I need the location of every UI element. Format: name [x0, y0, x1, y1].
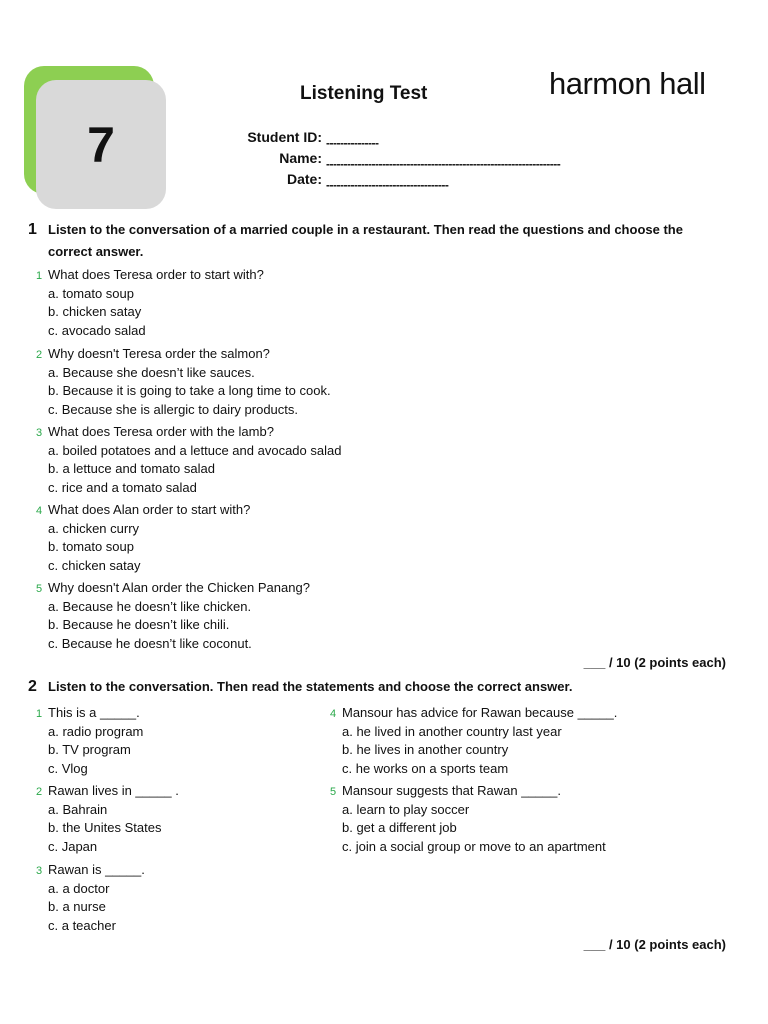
answer-option-a[interactable]: a. boiled potatoes and a lettuce and avocado salad	[48, 442, 342, 458]
question-text: Mansour suggests that Rawan _____.	[342, 783, 561, 798]
answer-option-a[interactable]: a. learn to play soccer	[342, 801, 470, 817]
answer-option-b[interactable]: b. tomato soup	[48, 539, 134, 555]
answer-option-a[interactable]: a. a doctor	[48, 880, 110, 896]
answer-option-b[interactable]: b. chicken satay	[48, 304, 142, 320]
answer-option-a[interactable]: a. chicken curry	[48, 520, 140, 536]
section-2-instruction: Listen to the conversation. Then read the statements and choose the correct answer.	[48, 679, 573, 694]
test-number: 7	[87, 116, 115, 173]
s1-question-2	[36, 345, 331, 420]
question-number: 3	[36, 427, 43, 439]
answer-option-c[interactable]: c. Because he doesn’t like coconut.	[48, 636, 252, 652]
page-title: Listening Test	[300, 83, 428, 104]
student-id-label: Student ID:	[247, 129, 322, 145]
s1-question-1	[36, 266, 264, 341]
question-text: Why doesn't Alan order the Chicken Panang?	[48, 580, 310, 595]
question-number: 2	[36, 786, 43, 798]
answer-option-b[interactable]: b. the Unites States	[48, 820, 162, 836]
name-label: Name:	[279, 150, 322, 166]
question-text: Why doesn't Teresa order the salmon?	[48, 346, 270, 361]
s1-question-4	[36, 501, 251, 576]
question-text: Rawan lives in _____ .	[48, 783, 179, 798]
s2-question-1	[36, 704, 144, 779]
answer-option-a[interactable]: a. he lived in another country last year	[342, 723, 562, 739]
s2-question-5	[330, 782, 606, 857]
question-number: 4	[36, 505, 43, 517]
s2-question-2	[36, 782, 179, 857]
brand-logo: harmon hall	[549, 66, 706, 101]
answer-option-a[interactable]: a. Bahrain	[48, 801, 108, 817]
question-number: 5	[36, 583, 43, 595]
answer-option-b[interactable]: b. Because it is going to take a long time to cook.	[48, 383, 331, 399]
answer-option-b[interactable]: b. a nurse	[48, 899, 106, 915]
answer-option-a[interactable]: a. tomato soup	[48, 285, 134, 301]
section-2-number: 2	[28, 678, 37, 695]
question-text: Rawan is _____.	[48, 862, 145, 877]
answer-option-c[interactable]: c. join a social group or move to an apartment	[342, 839, 606, 855]
answer-option-b[interactable]: b. he lives in another country	[342, 742, 509, 758]
answer-option-c[interactable]: c. Japan	[48, 839, 98, 855]
question-text: Mansour has advice for Rawan because _____.	[342, 705, 618, 720]
question-number: 1	[36, 708, 43, 720]
answer-option-a[interactable]: a. Because she doesn’t like sauces.	[48, 364, 255, 380]
s2-question-4	[330, 704, 618, 779]
question-text: What does Alan order to start with?	[48, 502, 251, 517]
section-1-number: 1	[28, 221, 37, 238]
test-number-badge	[36, 80, 166, 209]
answer-option-b[interactable]: b. get a different job	[342, 820, 457, 836]
answer-option-c[interactable]: c. he works on a sports team	[342, 761, 509, 777]
answer-option-b[interactable]: b. Because he doesn’t like chili.	[48, 617, 230, 633]
question-number: 2	[36, 349, 43, 361]
answer-option-c[interactable]: c. chicken satay	[48, 558, 141, 574]
answer-option-c[interactable]: c. a teacher	[48, 918, 116, 934]
date-field[interactable]: -----------------------------------	[326, 178, 449, 192]
section-1-score[interactable]: ___ / 10 (2 points each)	[583, 655, 726, 670]
student-id-field[interactable]: ---------------	[326, 136, 379, 150]
question-number: 4	[330, 708, 337, 720]
name-field[interactable]: -------------------------------------------------------------------	[326, 157, 561, 171]
answer-option-c[interactable]: c. Because she is allergic to dairy products.	[48, 402, 299, 418]
section-2-score[interactable]: ___ / 10 (2 points each)	[583, 937, 726, 952]
question-text: This is a _____.	[48, 705, 140, 720]
question-number: 5	[330, 786, 337, 798]
question-number: 3	[36, 865, 43, 877]
answer-option-c[interactable]: c. avocado salad	[48, 323, 146, 339]
s1-question-3	[36, 423, 342, 498]
answer-option-a[interactable]: a. Because he doesn’t like chicken.	[48, 598, 252, 614]
section-1-instruction: Listen to the conversation of a married couple in a restaurant. Then read the questions and choose the correct answer.	[48, 222, 683, 259]
answer-option-a[interactable]: a. radio program	[48, 723, 144, 739]
question-text: What does Teresa order with the lamb?	[48, 424, 274, 439]
question-text: What does Teresa order to start with?	[48, 267, 264, 282]
answer-option-b[interactable]: b. TV program	[48, 742, 131, 758]
s2-question-3	[36, 861, 145, 936]
question-number: 1	[36, 270, 43, 282]
date-label: Date:	[286, 171, 322, 187]
answer-option-c[interactable]: c. rice and a tomato salad	[48, 480, 197, 496]
s1-question-5	[36, 579, 310, 654]
answer-option-b[interactable]: b. a lettuce and tomato salad	[48, 461, 215, 477]
answer-option-c[interactable]: c. Vlog	[48, 761, 88, 777]
